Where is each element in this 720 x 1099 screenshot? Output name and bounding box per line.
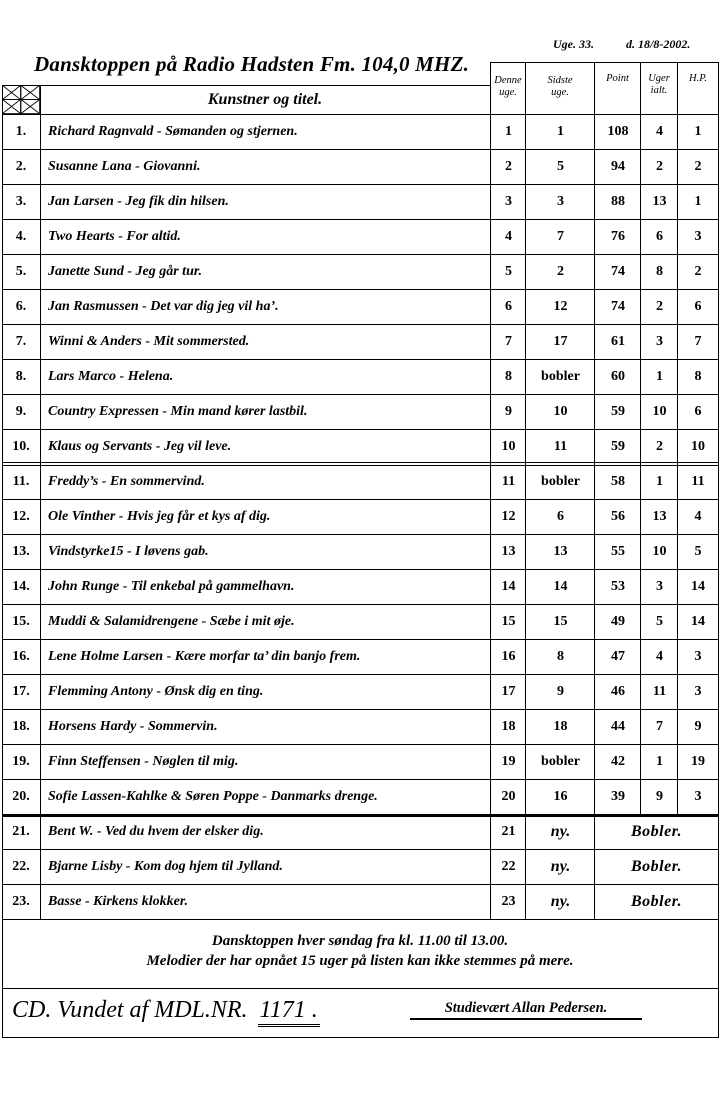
song-title: Winni & Anders - Mit sommersted. (48, 333, 250, 349)
song-title: John Runge - Til enkebal på gammelhavn. (48, 578, 295, 594)
rank-number: 8. (15, 368, 27, 384)
highest-position: 2 (694, 158, 702, 174)
table-row (2, 429, 718, 464)
points-value: 44 (611, 718, 625, 734)
this-week-position: 17 (501, 683, 516, 699)
last-week-position: bobler (541, 473, 580, 489)
bubbler-status: Bobler. (630, 857, 683, 875)
rank-number: 13. (12, 543, 30, 559)
header-this-week: Denne uge. (490, 62, 525, 114)
this-week-position: 8 (505, 368, 512, 384)
this-week-position: 3 (505, 193, 512, 209)
grid-line (2, 988, 718, 989)
note-line-2: Melodier der har opnået 15 uger på listen kan ikke stemmes på mere. (146, 953, 574, 969)
header-song: Kunstner og titel. (207, 90, 323, 108)
bubbler-status: Bobler. (630, 892, 683, 910)
rank-number: 23. (12, 893, 30, 909)
points-value: 49 (611, 613, 625, 629)
weeks-total: 4 (656, 123, 663, 139)
studio-host: Studievært Allan Pedersen. (410, 1000, 642, 1020)
points-value: 60 (611, 368, 625, 384)
last-week-position: 10 (553, 403, 568, 419)
highest-position: 6 (694, 298, 702, 314)
highest-position: 4 (694, 508, 702, 524)
song-title: Ole Vinther - Hvis jeg får et kys af dig. (48, 508, 271, 524)
this-week-position: 11 (501, 473, 516, 489)
last-week-position: 11 (553, 438, 568, 454)
last-week-position: 3 (557, 193, 564, 209)
rank-number: 15. (12, 613, 30, 629)
header-last-week: Sidste uge. (525, 62, 594, 114)
table-row (2, 709, 718, 744)
weeks-total: 4 (656, 648, 663, 664)
last-week-position: 7 (557, 228, 564, 244)
weeks-total: 13 (652, 193, 667, 209)
rank-number: 21. (12, 823, 30, 839)
table-row (2, 569, 718, 604)
points-value: 47 (611, 648, 625, 664)
page-title: Dansktoppen på Radio Hadsten Fm. 104,0 MHZ. (34, 52, 470, 76)
points-value: 55 (611, 543, 625, 559)
header-weeks: Uger ialt. (640, 62, 677, 114)
weeks-total: 1 (656, 368, 663, 384)
grid-line (718, 62, 719, 1038)
rank-number: 20. (12, 788, 30, 804)
points-value: 56 (611, 508, 625, 524)
weeks-total: 9 (656, 788, 663, 804)
this-week-position: 16 (501, 648, 516, 664)
bubbler-row (2, 849, 718, 884)
this-week-position: 10 (501, 438, 516, 454)
crossed-boxes-icon (2, 85, 40, 114)
weeks-total: 5 (656, 613, 663, 629)
table-row (2, 359, 718, 394)
cd-member-number: 1171 . (258, 997, 320, 1027)
weeks-total: 6 (656, 228, 663, 244)
points-value: 76 (611, 228, 625, 244)
last-week-position: 12 (553, 298, 568, 314)
points-value: 61 (611, 333, 625, 349)
last-week-position: 14 (553, 578, 568, 594)
rank-number: 2. (15, 158, 27, 174)
points-value: 74 (611, 298, 625, 314)
cd-winner: CD. Vundet af MDL.NR. 1171 . (12, 997, 320, 1027)
rank-number: 22. (12, 858, 30, 874)
table-row (2, 394, 718, 429)
highest-position: 3 (694, 228, 702, 244)
table-row (2, 499, 718, 534)
song-title: Horsens Hardy - Sommervin. (48, 718, 218, 734)
table-row (2, 744, 718, 779)
song-title: Jan Rasmussen - Det var dig jeg vil ha’. (48, 298, 279, 314)
points-value: 59 (611, 403, 625, 419)
points-value: 88 (611, 193, 625, 209)
highest-position: 1 (694, 123, 702, 139)
song-title: Finn Steffensen - Nøglen til mig. (48, 753, 239, 769)
highest-position: 14 (691, 578, 705, 594)
last-week-position: 8 (557, 648, 564, 664)
rank-number: 11. (12, 473, 30, 489)
weeks-total: 1 (656, 473, 663, 489)
rank-number: 5. (15, 263, 27, 279)
rank-number: 7. (15, 333, 27, 349)
table-row (2, 779, 718, 814)
rank-number: 3. (15, 193, 27, 209)
grid-line (2, 462, 718, 463)
rank-number: 12. (12, 508, 30, 524)
this-week-position: 15 (501, 613, 516, 629)
song-title: Susanne Lana - Giovanni. (48, 158, 201, 174)
table-row (2, 114, 718, 149)
table-row (2, 184, 718, 219)
grid-line (40, 85, 41, 919)
this-week-position: 5 (505, 263, 512, 279)
this-week-position: 21 (501, 823, 516, 839)
song-title: Flemming Antony - Ønsk dig en ting. (48, 683, 264, 699)
weeks-total: 10 (652, 403, 667, 419)
song-title: Freddy’s - En sommervind. (48, 473, 205, 489)
note-line-1: Dansktoppen hver søndag fra kl. 11.00 til 13.00. (211, 933, 509, 949)
this-week-position: 7 (505, 333, 512, 349)
song-title: Klaus og Servants - Jeg vil leve. (48, 438, 232, 454)
last-week-position: 1 (557, 123, 564, 139)
weeks-total: 2 (656, 158, 663, 174)
grid-line (640, 62, 641, 814)
last-week-position: 6 (557, 508, 564, 524)
highest-position: 9 (694, 718, 702, 734)
rank-number: 1. (15, 123, 27, 139)
last-week-position: 15 (553, 613, 568, 629)
song-title: Bent W. - Ved du hvem der elsker dig. (48, 823, 264, 839)
rank-number: 14. (12, 578, 30, 594)
last-week-position: ny. (550, 822, 571, 840)
grid-line (525, 62, 526, 919)
weeks-total: 1 (656, 753, 663, 769)
highest-position: 10 (691, 438, 705, 454)
table-row (2, 254, 718, 289)
weeks-total: 13 (652, 508, 667, 524)
weeks-total: 8 (656, 263, 663, 279)
rank-number: 6. (15, 298, 27, 314)
grid-line (2, 1037, 718, 1038)
rank-number: 17. (12, 683, 30, 699)
highest-position: 6 (694, 403, 702, 419)
rank-number: 19. (12, 753, 30, 769)
rank-number: 4. (15, 228, 27, 244)
song-title: Jan Larsen - Jeg fik din hilsen. (48, 193, 229, 209)
table-row (2, 289, 718, 324)
highest-position: 3 (694, 788, 702, 804)
points-value: 94 (611, 158, 625, 174)
song-title: Muddi & Salamidrengene - Sæbe i mit øje. (48, 613, 295, 629)
rank-number: 18. (12, 718, 30, 734)
points-value: 59 (611, 438, 625, 454)
weeks-total: 10 (652, 543, 667, 559)
this-week-position: 4 (505, 228, 512, 244)
last-week-position: 17 (553, 333, 568, 349)
song-title: Lene Holme Larsen - Kære morfar ta’ din banjo frem. (48, 648, 361, 664)
rank-number: 16. (12, 648, 30, 664)
last-week-position: 13 (553, 543, 568, 559)
table-row (2, 324, 718, 359)
last-week-position: 5 (557, 158, 564, 174)
highest-position: 19 (691, 753, 705, 769)
weeks-total: 11 (652, 683, 667, 699)
table-row (2, 464, 718, 499)
song-title: Janette Sund - Jeg går tur. (48, 263, 203, 279)
weeks-total: 2 (656, 298, 663, 314)
last-week-position: ny. (550, 892, 571, 910)
last-week-position: 2 (557, 263, 564, 279)
grid-line (677, 62, 678, 814)
bubbler-row (2, 884, 718, 919)
highest-position: 3 (694, 648, 702, 664)
song-title: Basse - Kirkens klokker. (48, 893, 189, 909)
table-row (2, 219, 718, 254)
last-week-position: 18 (553, 718, 568, 734)
this-week-position: 1 (505, 123, 512, 139)
table-row (2, 639, 718, 674)
song-title: Bjarne Lisby - Kom dog hjem til Jylland. (48, 858, 283, 874)
grid-line (594, 62, 595, 919)
this-week-position: 14 (501, 578, 516, 594)
this-week-position: 20 (501, 788, 516, 804)
this-week-position: 23 (501, 893, 516, 909)
weeks-total: 3 (656, 578, 663, 594)
header-hp: H.P. (677, 62, 719, 114)
highest-position: 7 (694, 333, 702, 349)
points-value: 58 (611, 473, 625, 489)
this-week-position: 22 (501, 858, 516, 874)
bubbler-status: Bobler. (630, 822, 683, 840)
last-week-position: ny. (550, 857, 571, 875)
song-title: Vindstyrke15 - I løvens gab. (48, 543, 209, 559)
date-label: d. 18/8-2002. (626, 37, 691, 51)
this-week-position: 6 (505, 298, 512, 314)
table-row (2, 674, 718, 709)
this-week-position: 19 (501, 753, 516, 769)
highest-position: 2 (694, 263, 702, 279)
week-label: Uge. 33. (553, 37, 594, 51)
broadcast-note (2, 919, 718, 988)
grid-line (2, 85, 3, 1038)
last-week-position: 16 (553, 788, 568, 804)
this-week-position: 9 (505, 403, 512, 419)
this-week-position: 12 (501, 508, 516, 524)
weeks-total: 3 (656, 333, 663, 349)
bubbler-row (2, 814, 718, 849)
rank-number: 9. (15, 403, 27, 419)
points-value: 53 (611, 578, 625, 594)
header-points: Point (594, 62, 640, 114)
points-value: 39 (611, 788, 625, 804)
points-value: 74 (611, 263, 625, 279)
highest-position: 5 (694, 543, 702, 559)
highest-position: 14 (691, 613, 705, 629)
last-week-position: 9 (557, 683, 564, 699)
rank-number: 10. (12, 438, 30, 454)
song-title: Richard Ragnvald - Sømanden og stjernen. (48, 123, 298, 139)
last-week-position: bobler (541, 753, 580, 769)
weeks-total: 7 (656, 718, 663, 734)
song-title: Lars Marco - Helena. (48, 368, 174, 384)
last-week-position: bobler (541, 368, 580, 384)
song-title: Country Expressen - Min mand kører lastbil. (48, 403, 308, 419)
weeks-total: 2 (656, 438, 663, 454)
table-row (2, 534, 718, 569)
table-row (2, 149, 718, 184)
points-value: 46 (611, 683, 625, 699)
highest-position: 3 (694, 683, 702, 699)
grid-line (490, 62, 491, 919)
table-row (2, 604, 718, 639)
this-week-position: 18 (501, 718, 516, 734)
highest-position: 8 (694, 368, 702, 384)
song-title: Two Hearts - For altid. (48, 228, 181, 244)
points-value: 42 (611, 753, 625, 769)
this-week-position: 13 (501, 543, 516, 559)
this-week-position: 2 (505, 158, 512, 174)
highest-position: 1 (694, 193, 702, 209)
points-value: 108 (607, 123, 629, 139)
highest-position: 11 (691, 473, 705, 489)
song-title: Sofie Lassen-Kahlke & Søren Poppe - Danmarks drenge. (48, 788, 378, 804)
